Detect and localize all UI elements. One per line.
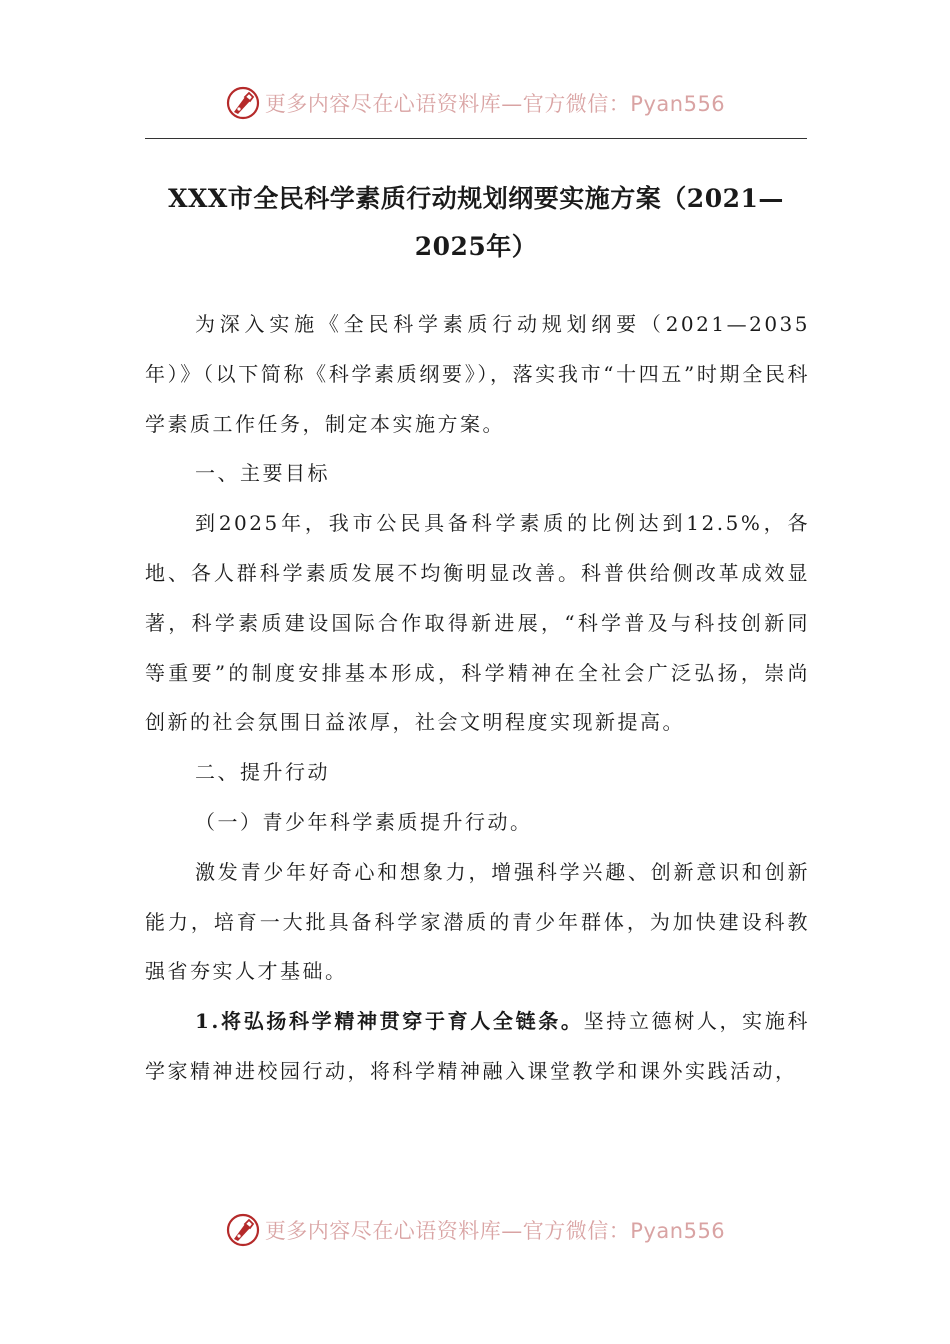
header-divider	[145, 138, 807, 139]
item-1-paragraph	[145, 997, 810, 1097]
pen-nib-logo-icon	[225, 85, 261, 121]
document-body	[145, 300, 810, 1097]
document-title: XXX市全民科学素质行动规划纲要实施方案（2021—2025年）	[168, 184, 784, 261]
footer-banner	[0, 1210, 950, 1250]
section-heading-actions: 二、提升行动	[195, 760, 330, 785]
subsection-heading-youth: （一）青少年科学素质提升行动。	[195, 809, 533, 834]
section-heading-goals: 一、主要目标	[195, 461, 330, 486]
pen-nib-logo-icon	[225, 1212, 261, 1248]
banner-text: 更多内容尽在心语资料库—官方微信：Pyan556	[264, 92, 726, 116]
youth-paragraph: 激发青少年好奇心和想象力，增强科学兴趣、创新意识和创新能力，培育一大批具备科学家潜质的青少年群体，为加快建设科教强省夯实人才基础。	[145, 859, 810, 984]
intro-paragraph: 为深入实施《全民科学素质行动规划纲要（2021—2035年）》（以下简称《科学素质纲要》），落实我市“十四五”时期全民科学素质工作任务，制定本实施方案。	[145, 312, 810, 436]
item-1-heading: 1.将弘扬科学精神贯穿于育人全链条。	[195, 1009, 584, 1034]
header-banner	[0, 83, 950, 123]
goals-paragraph: 到2025年，我市公民具备科学素质的比例达到12.5%，各地、各人群科学素质发展不均衡明显改善。科普供给侧改革成效显著，科学素质建设国际合作取得新进展，“科学普及与科技创新同等重要”的制度安排基本形成，科学精神在全社会广泛弘扬，崇尚创新的社会氛围日益浓厚，社会文明程度实现新提高。	[145, 511, 810, 735]
banner-text: 更多内容尽在心语资料库—官方微信：Pyan556	[264, 1219, 726, 1243]
item-1-text: 坚持立德树人，实施科学家精神进校园行动，将科学精神融入课堂教学和课外实践活动，	[145, 1009, 811, 1083]
